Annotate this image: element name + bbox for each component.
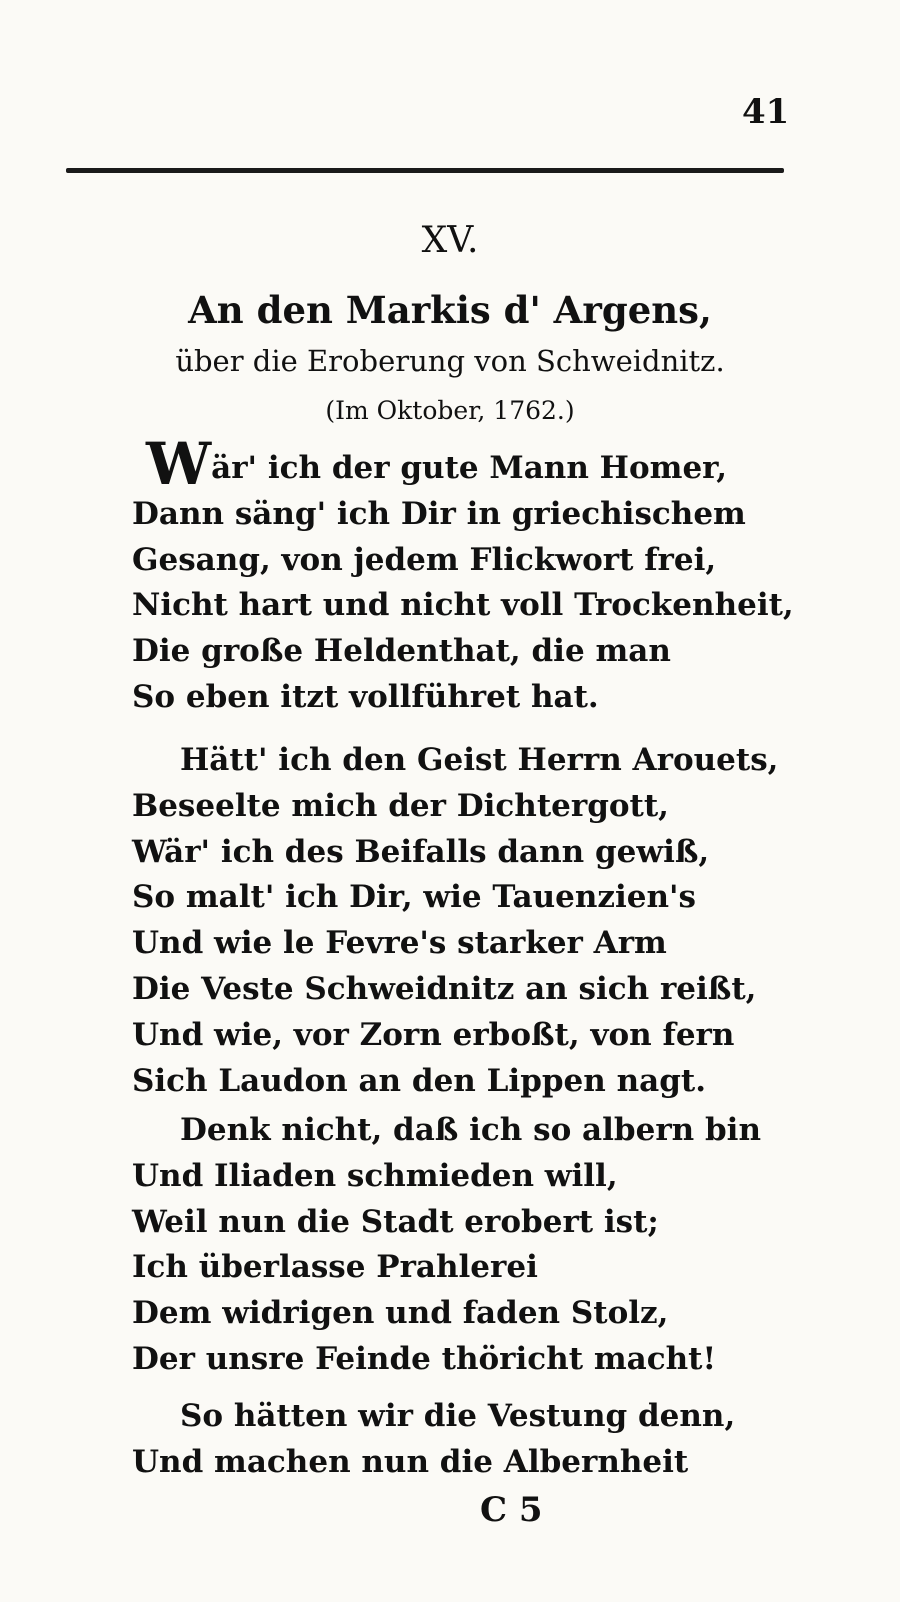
first-line-rest: är' ich der gute Mann Homer, [211, 450, 728, 486]
poem-number: XV. [421, 220, 479, 261]
header-rule [66, 168, 784, 173]
poem-subtitle: über die Eroberung von Schweidnitz. [175, 344, 725, 378]
stanza-line: Gesang, von jedem Flickwort frei, [132, 541, 717, 578]
catchword: C 5 [480, 1490, 543, 1530]
stanza-line [132, 430, 832, 498]
stanza-4 [132, 1394, 832, 1486]
stanza-line: Und Iliaden schmieden will, [132, 1157, 618, 1194]
stanza-line: Sich Laudon an den Lippen nagt. [132, 1062, 707, 1099]
stanza-line: Ich überlasse Prahlerei [132, 1249, 538, 1286]
stanza-line: Denk nicht, daß ich so albern bin [180, 1112, 761, 1148]
stanza-line: So hätten wir die Vestung denn, [180, 1398, 736, 1434]
stanza-1 [132, 430, 832, 721]
stanza-line: Der unsre Feinde thöricht macht! [132, 1340, 717, 1377]
stanza-line: So malt' ich Dir, wie Tauenzien's [132, 879, 696, 916]
drop-cap: W [146, 430, 212, 498]
stanza-line: Und machen nun die Albernheit [132, 1443, 689, 1480]
stanza-line: Hätt' ich den Geist Herrn Arouets, [180, 742, 779, 778]
stanza-2 [132, 738, 832, 1104]
poem-title: An den Markis d' Argens, [188, 288, 712, 332]
stanza-line: Dem widrigen und faden Stolz, [132, 1295, 669, 1332]
stanza-line: Beseelte mich der Dichtergott, [132, 787, 669, 824]
stanza-line: Die große Heldenthat, die man [132, 633, 671, 670]
stanza-line: So eben itzt vollführet hat. [132, 678, 599, 715]
stanza-3 [132, 1108, 832, 1383]
stanza-line: Wär' ich des Beifalls dann gewiß, [132, 833, 710, 870]
stanza-line: Weil nun die Stadt erobert ist; [132, 1203, 659, 1240]
stanza-line: Dann säng' ich Dir in griechischem [132, 495, 746, 532]
stanza-line: Und wie le Fevre's starker Arm [132, 925, 667, 962]
stanza-line: Nicht hart und nicht voll Trockenheit, [132, 587, 794, 624]
stanza-line: Die Veste Schweidnitz an sich reißt, [132, 970, 757, 1007]
poem-date: (Im Oktober, 1762.) [325, 396, 575, 425]
stanza-line: Und wie, vor Zorn erboßt, von fern [132, 1016, 735, 1053]
page-number: 41 [742, 92, 790, 132]
